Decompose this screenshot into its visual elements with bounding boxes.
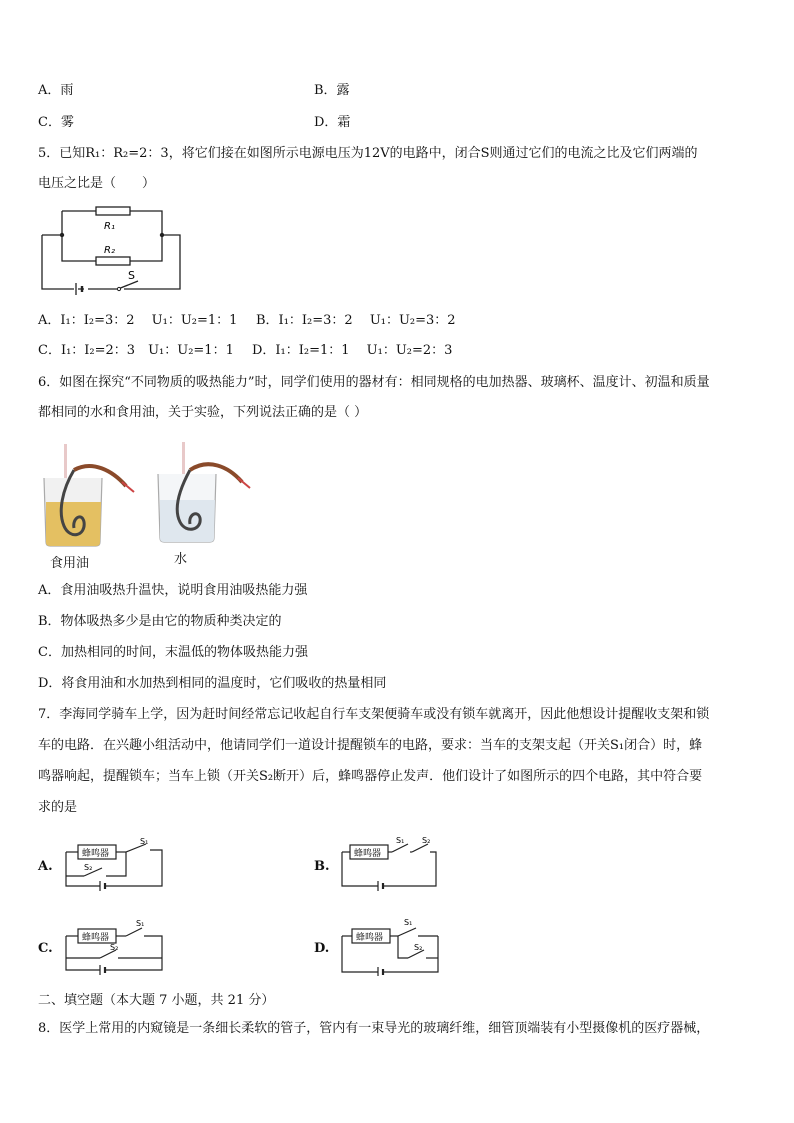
switch-label: S: [128, 269, 135, 282]
q6-option-d: D．将食用油和水加热到相同的温度时，它们吸收的热量相同: [38, 676, 387, 691]
buzzer-label: 蜂鸣器: [82, 849, 110, 859]
q7-stem-line1: 7．李海同学骑车上学，因为赶时间经常忘记收起自行车支架便骑车或没有锁车就离开，因此他想设计提醒收支架和锁: [38, 707, 710, 722]
q7-stem-line3: 鸣器响起，提醒锁车；当车上锁（开关S₂断开）后，蜂鸣器停止发声．他们设计了如图所示的四个电路，其中符合要: [38, 769, 703, 784]
switch-pivot: [117, 287, 120, 290]
q6-option-b: B．物体吸热多少是由它的物质种类决定的: [38, 614, 282, 629]
q5-stem-line2: 电压之比是（ ）: [38, 176, 156, 191]
section-2-heading: 二、填空题（本大题 7 小题，共 21 分）: [38, 993, 275, 1008]
r2-resistor: [96, 257, 130, 265]
q7-option-b-label: B.: [314, 859, 330, 874]
q5-stem-line1: 5．已知R₁：R₂=2：3，将它们接在如图所示电源电压为12V的电路中，闭合S则通过它们的电流之比及它们两端的: [38, 146, 698, 161]
q7-circuit-b: [338, 834, 442, 892]
q4-option-c: C．雾: [38, 115, 74, 130]
q5-option-d: D．I₁：I₂=1：1 U₁：U₂=2：3: [252, 343, 453, 358]
q6-stem-line2: 都相同的水和食用油，关于实验，下列说法正确的是（ ）: [38, 405, 368, 420]
s2-label: S₂: [414, 943, 423, 952]
q8-stem-line1: 8．医学上常用的内窥镜是一条细长柔软的管子，管内有一束导光的玻璃纤维，细管顶端装有小型摄像机的医疗器械，: [38, 1021, 710, 1036]
q4-option-d: D．霜: [314, 115, 351, 130]
buzzer-label: 蜂鸣器: [82, 933, 110, 943]
plug: [238, 478, 250, 488]
q5-option-c: C．I₁：I₂=2：3 U₁：U₂=1：1: [38, 343, 234, 358]
q4-option-a: A．雨: [38, 83, 74, 98]
q6-option-a: A．食用油吸热升温快，说明食用油吸热能力强: [38, 583, 308, 598]
s1-label: S₁: [396, 836, 405, 845]
q7-stem-line4: 求的是: [38, 800, 78, 815]
junction-right: [160, 233, 164, 237]
s2-label: S₂: [422, 836, 431, 845]
r1-label: R₁: [104, 221, 115, 232]
s1-label: S₁: [136, 919, 145, 928]
plug: [122, 482, 134, 492]
q7-option-c-label: C.: [38, 941, 53, 956]
q5-circuit-diagram: [38, 203, 186, 301]
buzzer-label: 蜂鸣器: [356, 933, 384, 943]
q7-option-a-label: A.: [38, 859, 53, 874]
q6-option-c: C．加热相同的时间，末温低的物体吸热能力强: [38, 645, 308, 660]
q7-circuit-d: [338, 914, 444, 976]
oil-caption: 食用油: [50, 556, 90, 571]
r2-label: R₂: [104, 245, 115, 256]
buzzer-label: 蜂鸣器: [354, 849, 382, 859]
q7-circuit-a: [62, 834, 168, 892]
r1-resistor: [96, 207, 130, 215]
s2-label: S₂: [84, 863, 93, 872]
s1-label: S₁: [404, 918, 413, 927]
s1-label: S₁: [140, 837, 149, 846]
q7-circuit-c: [62, 914, 168, 976]
water-beaker-illustration: [152, 440, 252, 548]
q4-option-b: B．露: [314, 83, 350, 98]
oil-beaker-illustration: [38, 440, 138, 548]
q5-option-a: A．I₁：I₂=3：2 U₁：U₂=1：1: [38, 313, 238, 328]
q7-option-d-label: D.: [314, 941, 330, 956]
q6-stem-line1: 6．如图在探究“不同物质的吸热能力”时，同学们使用的器材有：相同规格的电加热器、玻璃杯、温度计、初温和质量: [38, 375, 710, 390]
junction-left: [60, 233, 64, 237]
water-caption: 水: [174, 552, 188, 567]
s2-label: S₂: [110, 943, 119, 952]
water: [160, 500, 215, 542]
q5-option-b: B．I₁：I₂=3：2 U₁：U₂=3：2: [256, 313, 456, 328]
q7-stem-line2: 车的电路．在兴趣小组活动中，他请同学们一道设计提醒锁车的电路，要求：当车的支架支起（开关S₁闭合）时，蜂: [38, 738, 703, 753]
